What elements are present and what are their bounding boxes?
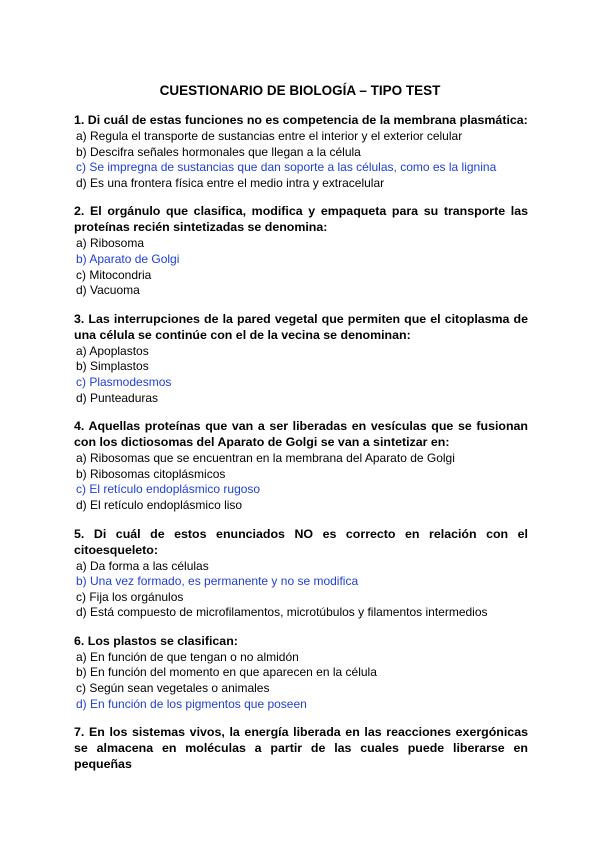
answer-option: a) Ribosoma (76, 236, 145, 251)
question-text: 5. Di cuál de estos enunciados NO es correcto en relación con el citoesqueleto: (74, 526, 528, 557)
question-6 (74, 633, 528, 712)
answer-option-correct: c) El retículo endoplásmico rugoso (76, 482, 261, 497)
question-5 (74, 526, 528, 621)
answer-option: b) Simplastos (76, 359, 149, 374)
answer-option: c) Mitocondria (76, 267, 152, 282)
answer-option-correct: d) En función de los pigmentos que poseen (76, 696, 307, 711)
answer-option: b) Ribosomas citoplásmicos (76, 466, 226, 481)
question-list (74, 112, 528, 784)
answer-option: d) El retículo endoplásmico liso (76, 497, 243, 512)
question-2 (74, 203, 528, 298)
answer-option: c) Según sean vegetales o animales (76, 681, 270, 696)
answer-option: b) Descifra señales hormonales que llegan a la célula (76, 144, 361, 159)
answer-option: d) Vacuoma (76, 283, 140, 298)
answer-option-correct: b) Una vez formado, es permanente y no se modifica (76, 574, 359, 589)
answer-option: b) En función del momento en que aparecen en la célula (76, 665, 377, 680)
question-text: 6. Los plastos se clasifican: (74, 633, 238, 648)
question-text: 7. En los sistemas vivos, la energía liberada en las reacciones exergónicas se almacena en moléculas a partir de las cuales puede liberarse en pequeñas (74, 725, 528, 772)
answer-option-correct: b) Aparato de Golgi (76, 251, 180, 266)
answer-option: a) Apoplastos (76, 343, 149, 358)
answer-option: d) Es una frontera física entre el medio intra y extracelular (76, 175, 385, 190)
answer-option-correct: c) Se impregna de sustancias que dan soporte a las células, como es la lignina (76, 160, 497, 175)
question-1 (74, 112, 528, 191)
answer-option: d) Está compuesto de microfilamentos, microtúbulos y filamentos intermedios (76, 605, 488, 620)
question-text: 1. Di cuál de estas funciones no es competencia de la membrana plasmática: (74, 113, 528, 127)
page-title: CUESTIONARIO DE BIOLOGÍA – TIPO TEST (159, 83, 441, 98)
answer-option: a) En función de que tengan o no almidón (76, 649, 299, 664)
answer-option: d) Punteaduras (76, 390, 159, 405)
question-7 (74, 724, 528, 772)
answer-option: a) Ribosomas que se encuentran en la membrana del Aparato de Golgi (76, 451, 455, 466)
question-3 (74, 311, 528, 406)
question-text: 4. Aquellas proteínas que van a ser liberadas en vesículas que se fusionan con los dictiosomas del Aparato de Golgi se van a sintetizar en: (74, 419, 528, 450)
question-4 (74, 418, 528, 513)
answer-option: a) Da forma a las células (76, 558, 209, 573)
question-text: 3. Las interrupciones de la pared vegetal que permiten que el citoplasma de una célula se continúe con el de la vecina se denominan: (74, 311, 528, 342)
answer-option: c) Fija los orgánulos (76, 589, 184, 604)
answer-option-correct: c) Plasmodesmos (76, 374, 172, 389)
answer-option: a) Regula el transporte de sustancias entre el interior y el exterior celular (76, 129, 463, 143)
question-text: 2. El orgánulo que clasifica, modifica y empaqueta para su transporte las proteínas recién sintetizadas se denomina: (74, 204, 528, 235)
